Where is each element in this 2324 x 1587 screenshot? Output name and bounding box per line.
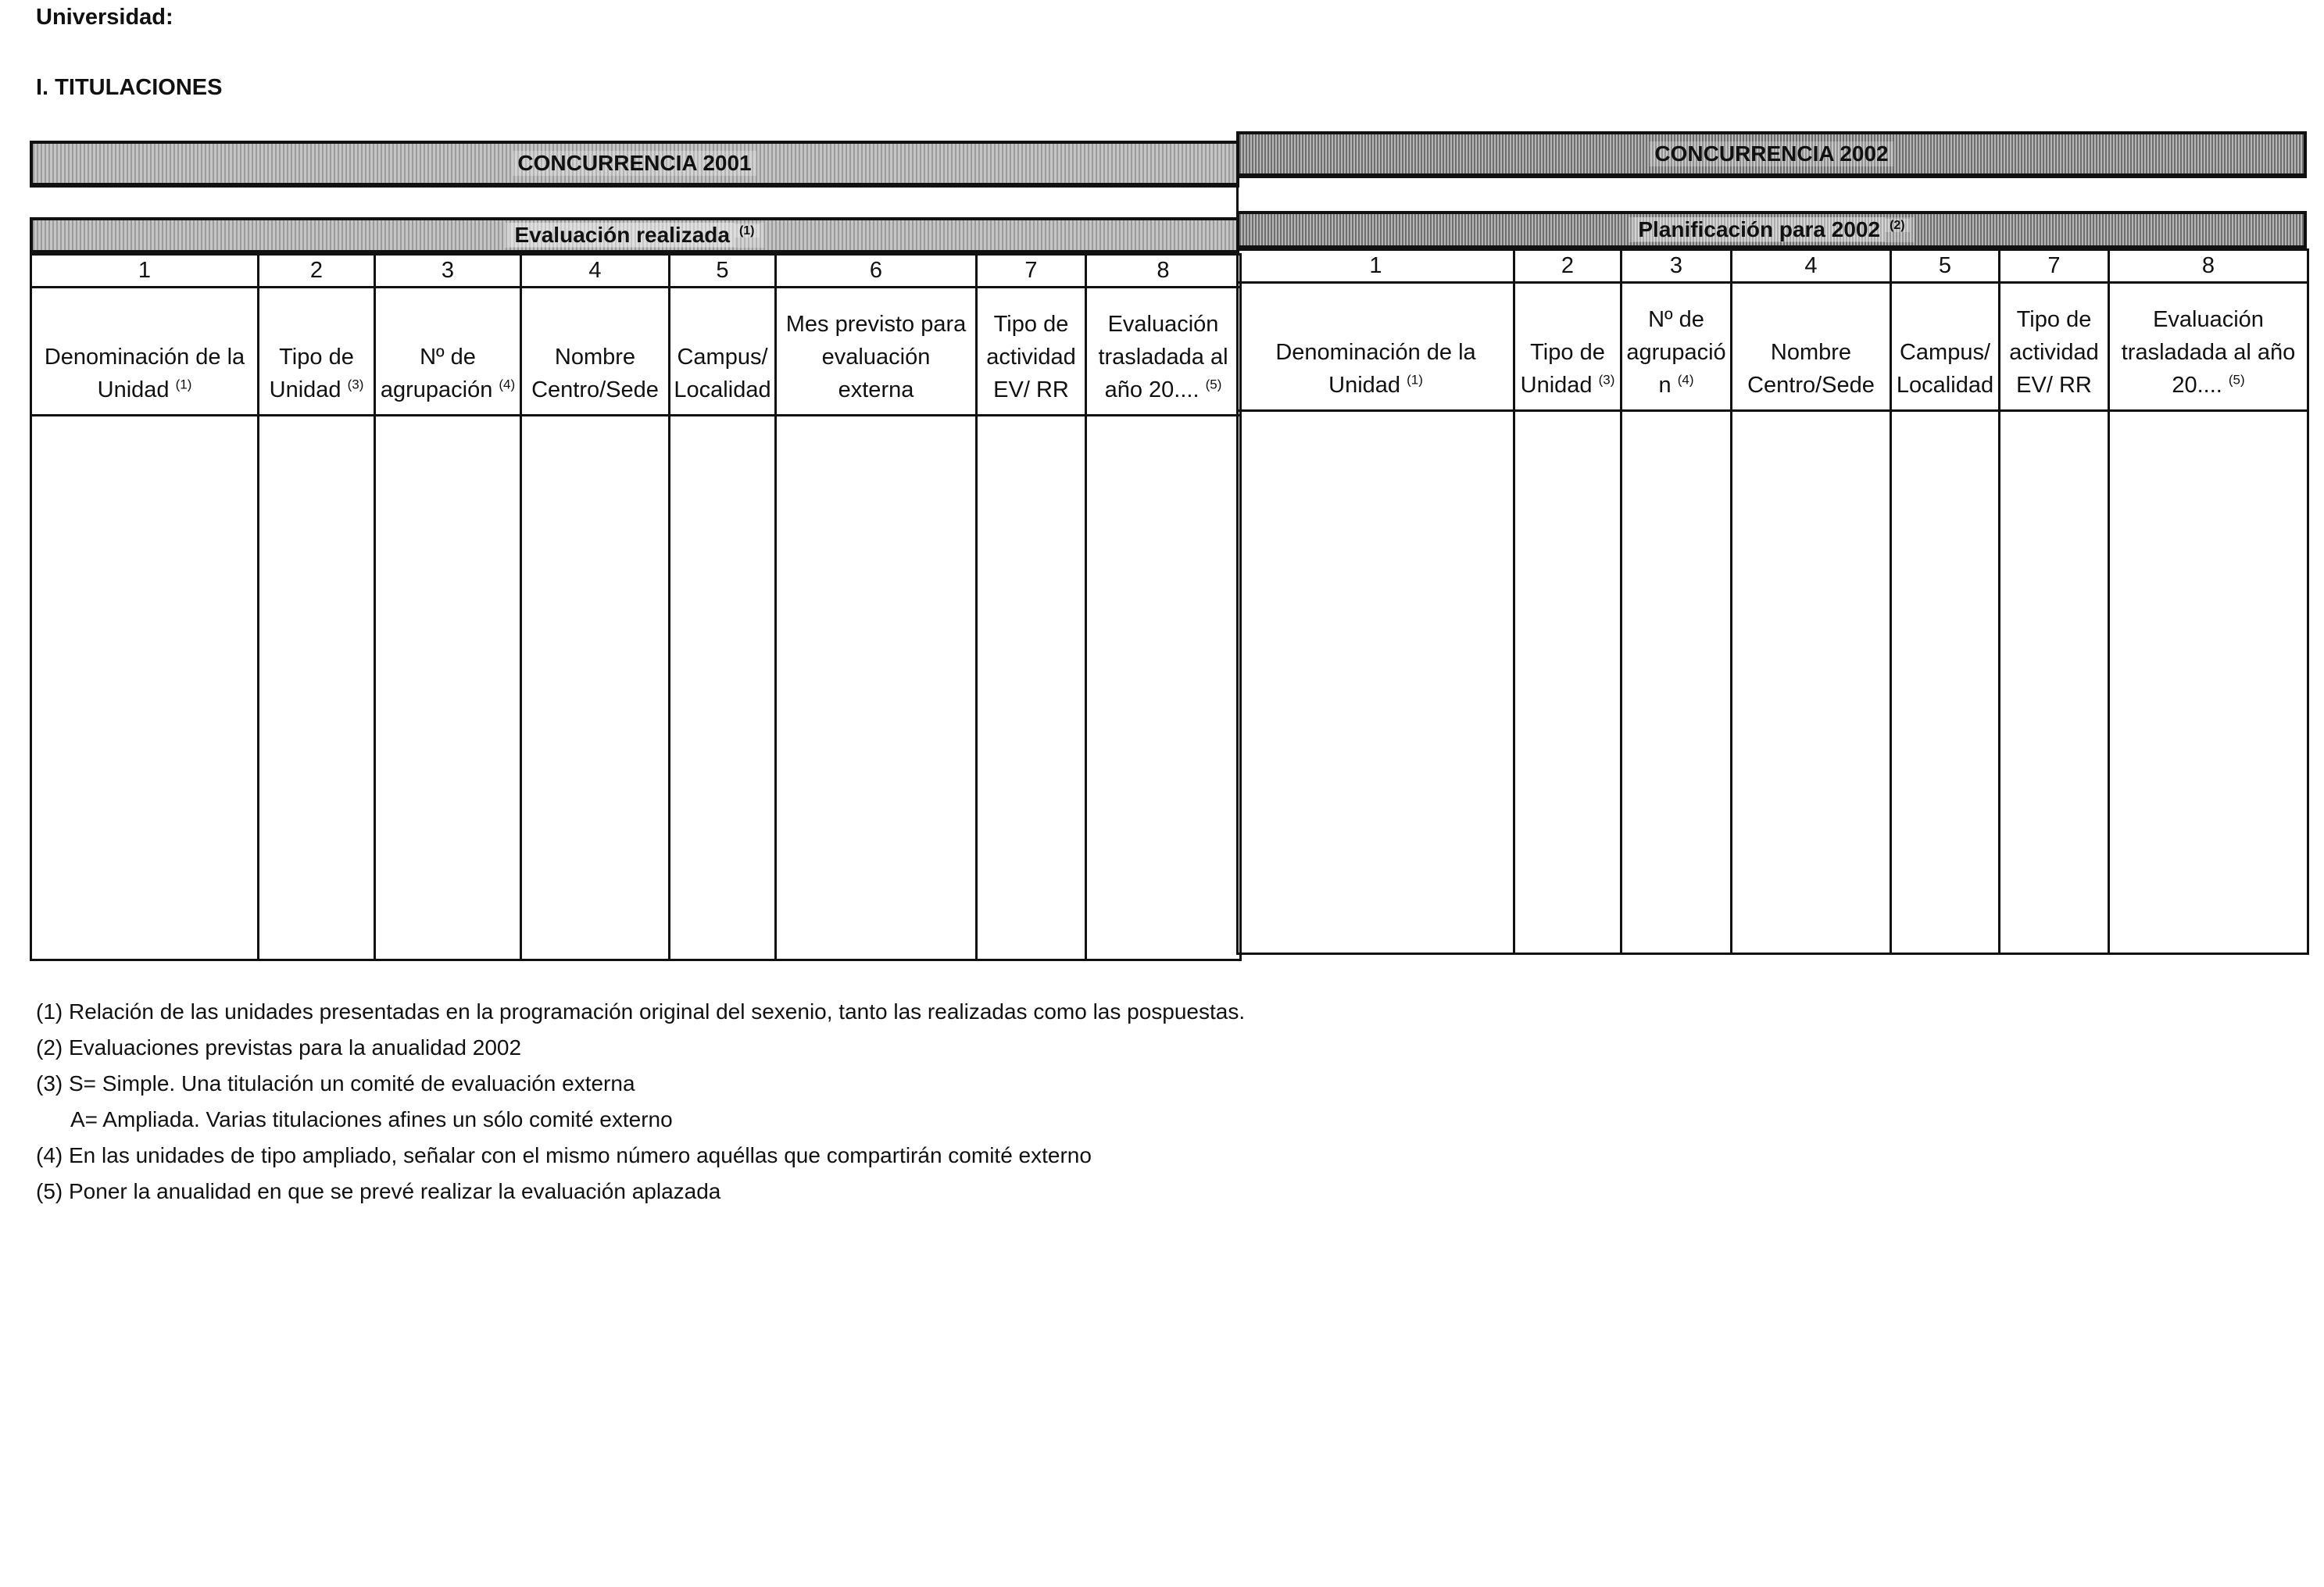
column-header-text: Localidad	[1896, 373, 1994, 398]
column-number: 8	[2109, 250, 2308, 283]
column-header-note: (1)	[175, 377, 192, 392]
column-header-text: Nº de	[1648, 307, 1704, 332]
column-header-text: Nº de	[420, 345, 476, 370]
column-header-row	[1238, 283, 2308, 411]
column-header-text: Nombre	[554, 345, 636, 370]
column-header-text: EV/ RR	[993, 377, 1069, 402]
column-header	[1621, 283, 1732, 411]
column-header	[977, 288, 1086, 416]
column-header-text: Localidad	[674, 377, 771, 402]
column-header-text: agrupación	[380, 377, 493, 402]
footnote-4: (4) En las unidades de tipo ampliado, señalar con el mismo número aquéllas que compartirán comité externo	[36, 1143, 1092, 1167]
column-header-text: Denominación de la	[1275, 340, 1476, 365]
footnote-2: (2) Evaluaciones previstas para la anualidad 2002	[36, 1035, 522, 1060]
column-header-text: Tipo de	[279, 345, 354, 370]
empty-data-row	[31, 416, 1241, 960]
column-header	[2109, 283, 2308, 411]
column-header-text: Evaluación	[1107, 312, 1219, 337]
column-header	[1732, 283, 1891, 411]
column-header-text: EV/ RR	[2016, 373, 2092, 398]
column-number: 8	[1086, 255, 1241, 288]
column-header-text: externa	[838, 377, 914, 402]
university-label: Universidad:	[36, 5, 173, 30]
empty-cell[interactable]	[521, 416, 670, 960]
footnote-5: (5) Poner la anualidad en que se prevé realizar la evaluación aplazada	[36, 1179, 721, 1203]
column-header-text: año 20....	[1104, 377, 1200, 402]
column-number: 2	[1514, 250, 1621, 283]
table-concurrencia-2002	[1236, 248, 2309, 955]
column-number: 5	[670, 255, 776, 288]
column-header-text: Unidad	[269, 377, 341, 402]
column-header-text: Tipo de	[2016, 307, 2092, 332]
footnote-3-continuation: A= Ampliada. Varias titulaciones afines un sólo comité externo	[70, 1107, 673, 1131]
table-concurrencia-2001	[30, 253, 1242, 961]
column-header-text: trasladada al	[1098, 345, 1228, 370]
column-header-text: Unidad	[1520, 373, 1593, 398]
column-header-text: evaluación	[821, 345, 931, 370]
empty-cell[interactable]	[259, 416, 375, 960]
column-header-text: Tipo de	[1530, 340, 1605, 365]
empty-cell[interactable]	[1891, 411, 2000, 954]
empty-cell[interactable]	[1732, 411, 1891, 954]
empty-cell[interactable]	[776, 416, 977, 960]
column-header-note: (4)	[499, 377, 516, 392]
column-number: 1	[1238, 250, 1514, 283]
column-number: 3	[375, 255, 521, 288]
column-number: 7	[2000, 250, 2109, 283]
column-header-text: n	[1658, 373, 1671, 398]
sub-title-2001: Evaluación realizada $^{(1)}$	[505, 223, 763, 248]
band-concurrencia-2002	[1236, 131, 2307, 178]
column-header-text: Mes previsto para	[785, 312, 967, 337]
empty-data-row	[1238, 411, 2308, 954]
column-header-note: (3)	[347, 377, 364, 392]
column-header-text: actividad	[986, 345, 1076, 370]
sub-title-2002: Planificación para 2002 $^{(2)}$	[1629, 217, 1914, 242]
column-header-text: Tipo de	[993, 312, 1069, 337]
band-evaluacion-realizada	[30, 217, 1239, 255]
column-header-text: 20....	[2172, 373, 2222, 398]
column-number-row	[1238, 250, 2308, 283]
column-header	[2000, 283, 2109, 411]
column-header-note: (1)	[1407, 372, 1423, 388]
column-header-note: (5)	[2228, 372, 2245, 388]
column-number: 3	[1621, 250, 1732, 283]
footnotes	[36, 994, 1245, 1210]
empty-cell[interactable]	[1086, 416, 1241, 960]
column-header-text: Campus/	[1899, 340, 1991, 365]
column-header	[670, 288, 776, 416]
column-header-text: agrupació	[1626, 340, 1726, 365]
column-header	[521, 288, 670, 416]
empty-cell[interactable]	[375, 416, 521, 960]
column-header	[1238, 283, 1514, 411]
empty-cell[interactable]	[1238, 411, 1514, 954]
column-number-row	[31, 255, 1241, 288]
column-header-text: Nombre	[1770, 340, 1852, 365]
column-number: 2	[259, 255, 375, 288]
empty-cell[interactable]	[2109, 411, 2308, 954]
empty-cell[interactable]	[670, 416, 776, 960]
column-header-text: Evaluación	[2153, 307, 2264, 332]
column-header-note: (3)	[1598, 372, 1615, 388]
column-header-text: Unidad	[97, 377, 170, 402]
section-title: I. TITULACIONES	[36, 75, 223, 100]
empty-cell[interactable]	[1621, 411, 1732, 954]
empty-cell[interactable]	[1514, 411, 1621, 954]
column-header-row	[31, 288, 1241, 416]
column-header-text: Centro/Sede	[531, 377, 659, 402]
column-header-text: actividad	[2009, 340, 2099, 365]
footnote-1: (1) Relación de las unidades presentadas en la programación original del sexenio, tanto las realizadas como las pospuestas.	[36, 999, 1246, 1024]
empty-cell[interactable]	[977, 416, 1086, 960]
column-header-text: Unidad	[1328, 373, 1401, 398]
column-header	[259, 288, 375, 416]
band-concurrencia-2001	[30, 141, 1239, 188]
column-header	[776, 288, 977, 416]
column-header	[31, 288, 259, 416]
column-header-text: trasladada al año	[2121, 340, 2296, 365]
column-number: 1	[31, 255, 259, 288]
column-header-text: Denominación de la	[44, 345, 245, 370]
column-number: 5	[1891, 250, 2000, 283]
column-header	[1086, 288, 1241, 416]
column-header-note: (5)	[1205, 377, 1222, 392]
column-header-note: (4)	[1677, 372, 1694, 388]
column-header-text: Campus/	[677, 345, 768, 370]
column-number: 4	[1732, 250, 1891, 283]
column-number: 6	[776, 255, 977, 288]
column-header	[1891, 283, 2000, 411]
empty-cell[interactable]	[2000, 411, 2109, 954]
band-title-2002: CONCURRENCIA 2002	[1650, 141, 1893, 166]
column-header	[375, 288, 521, 416]
band-title-2001: CONCURRENCIA 2001	[513, 151, 756, 176]
empty-cell[interactable]	[31, 416, 259, 960]
column-header	[1514, 283, 1621, 411]
column-number: 7	[977, 255, 1086, 288]
column-header-text: Centro/Sede	[1747, 373, 1875, 398]
column-number: 4	[521, 255, 670, 288]
band-planificacion-2002	[1236, 211, 2307, 250]
footnote-3: (3) S= Simple. Una titulación un comité de evaluación externa	[36, 1071, 635, 1096]
